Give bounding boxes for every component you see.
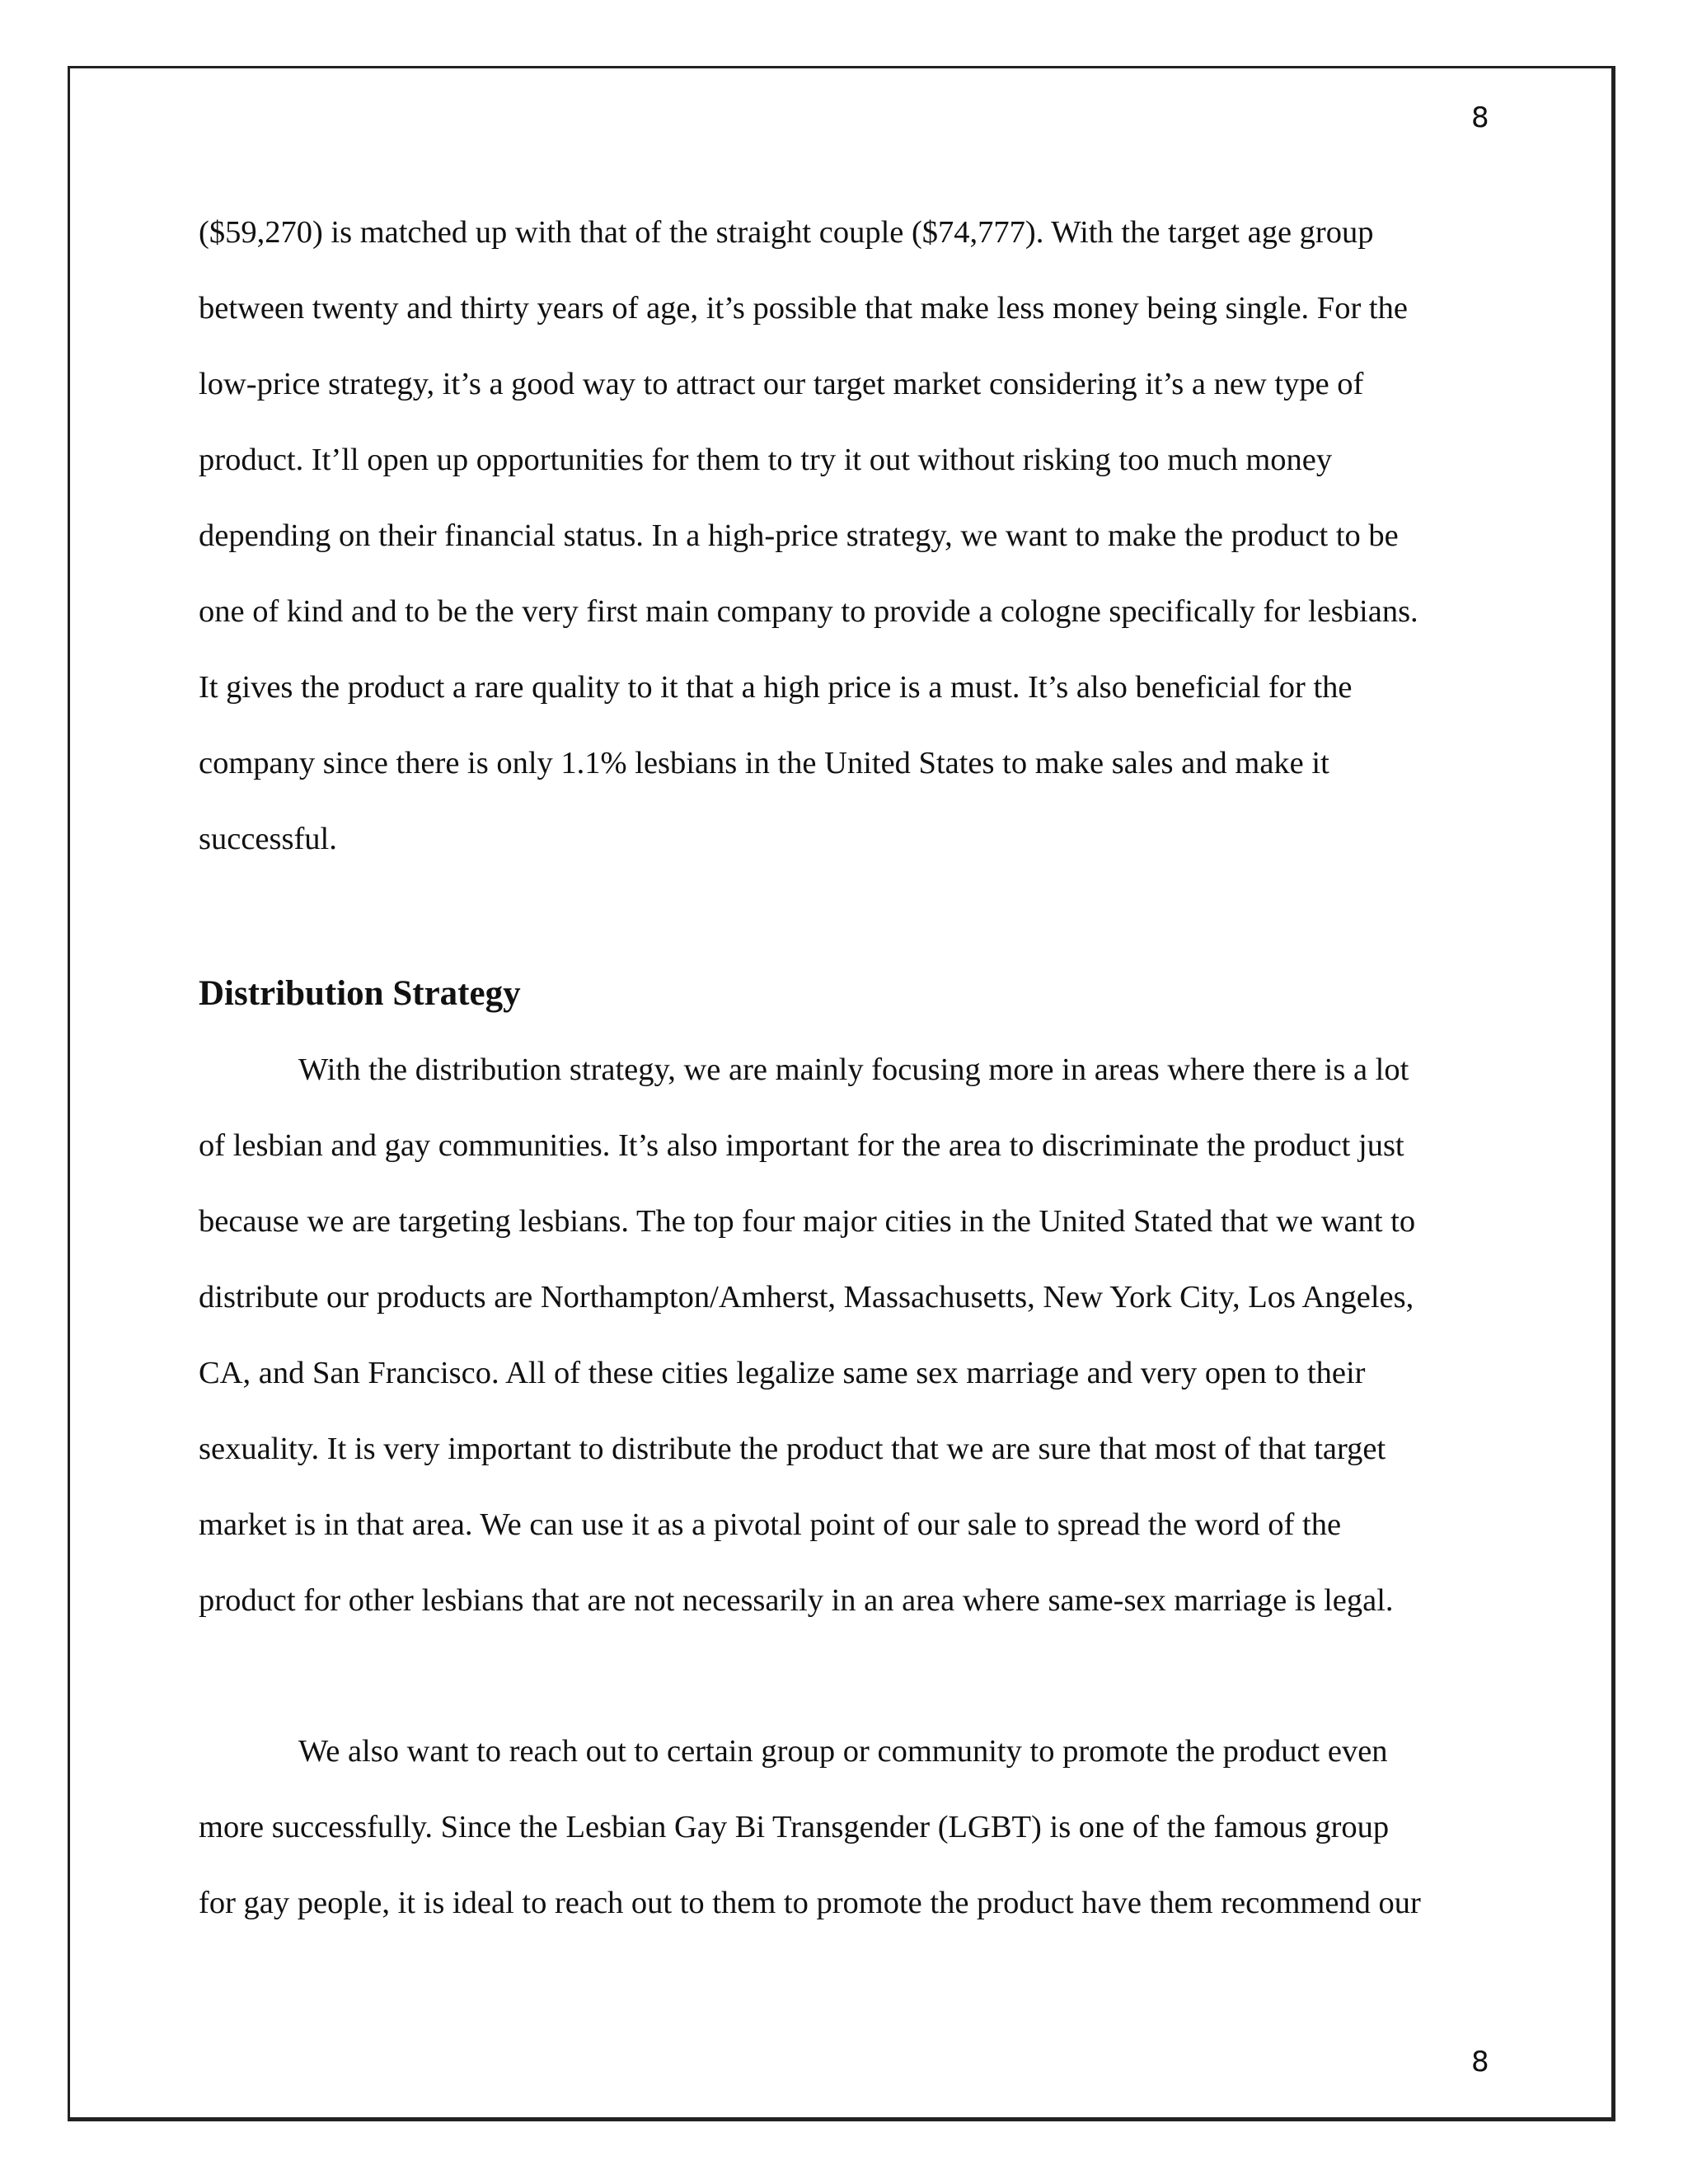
page-number-top: 8 xyxy=(1471,101,1489,134)
text-line: one of kind and to be the very first main company to provide a cologne specifically for lesbians. xyxy=(199,594,1418,629)
paragraph-distribution xyxy=(199,1032,1484,1638)
paragraph-gap xyxy=(199,877,1484,956)
text-line: for gay people, it is ideal to reach out to them to promote the product have them recommend our xyxy=(199,1886,1421,1920)
paragraph-gap xyxy=(199,1638,1484,1713)
text-line: market is in that area. We can use it as a pivotal point of our sale to spread the word of the xyxy=(199,1507,1342,1542)
text-line: ($59,270) is matched up with that of the straight couple ($74,777). With the target age group xyxy=(199,215,1374,250)
text-line: product. It’ll open up opportunities for them to try it out without risking too much money xyxy=(199,443,1333,477)
page-number-bottom: 8 xyxy=(1471,2046,1489,2079)
text-line: more successfully. Since the Lesbian Gay Bi Transgender (LGBT) is one of the famous group xyxy=(199,1810,1390,1844)
text-line: CA, and San Francisco. All of these cities legalize same sex marriage and very open to their xyxy=(199,1356,1366,1390)
text-line: distribute our products are Northampton/Amherst, Massachusetts, New York City, Los Angeles, xyxy=(199,1280,1414,1315)
text-line: of lesbian and gay communities. It’s also important for the area to discriminate the product just xyxy=(199,1128,1404,1163)
paragraph-community xyxy=(199,1713,1484,1941)
paragraph-pricing xyxy=(199,194,1484,877)
text-line: between twenty and thirty years of age, it’s possible that make less money being single. For the xyxy=(199,291,1408,326)
text-line: With the distribution strategy, we are mainly focusing more in areas where there is a lot xyxy=(298,1052,1409,1087)
text-line: product for other lesbians that are not necessarily in an area where same-sex marriage is legal. xyxy=(199,1583,1394,1618)
text-line: company since there is only 1.1% lesbians in the United States to make sales and make it xyxy=(199,746,1329,780)
text-line: successful. xyxy=(199,822,337,856)
section-heading: Distribution Strategy xyxy=(199,974,521,1013)
text-line: We also want to reach out to certain group or community to promote the product even xyxy=(298,1734,1388,1769)
text-line: It gives the product a rare quality to it that a high price is a must. It’s also beneficial for the xyxy=(199,670,1353,705)
text-line: sexuality. It is very important to distribute the product that we are sure that most of that target xyxy=(199,1432,1386,1466)
text-line: low-price strategy, it’s a good way to attract our target market considering it’s a new type of xyxy=(199,367,1364,401)
document-body xyxy=(199,194,1484,1941)
text-line: because we are targeting lesbians. The top four major cities in the United Stated that we want to xyxy=(199,1204,1416,1239)
text-line: depending on their financial status. In a high-price strategy, we want to make the product to be xyxy=(199,518,1399,553)
